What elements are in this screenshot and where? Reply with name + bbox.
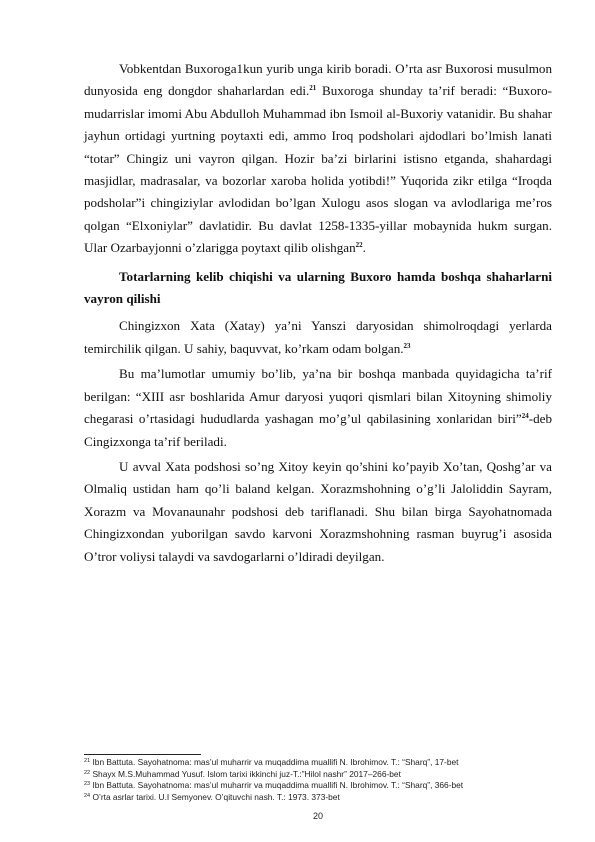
footnote-text: Ibn Battuta. Sayohatnoma: mas’ul muharrir va muqaddima muallifi N. Ibrohimov. T.: “Sharq”, 366-bet xyxy=(92,780,464,791)
footnote-text: O’rta asrlar tarixi. U.I Semyonev. O’qituvchi nash. T.: 1973. 373-bet xyxy=(92,791,340,802)
footnote-number: 23 xyxy=(84,781,91,788)
footnote-item xyxy=(84,769,552,781)
paragraph-text: Vobkentdan Buxoroga1kun yurib unga kirib boradi. O’rta asr Buxorosi musulmon dunyosida eng dongdor shaharlardan edi. xyxy=(84,61,552,99)
paragraph-text: Chingizxon Xata (Xatay) ya’ni Yanszi daryosidan shimolroqdagi yerlarda temirchilik qilgan. U sahiy, baquvvat, ko’rkam odam bolgan. xyxy=(84,318,552,356)
footnote-ref[interactable]: 23 xyxy=(403,341,411,350)
footnote-ref[interactable]: 24 xyxy=(521,412,529,421)
footnote-number: 22 xyxy=(84,769,91,776)
footnote-number: 21 xyxy=(84,758,91,764)
paragraph-xata xyxy=(84,456,552,568)
paragraph-mongol-tribe xyxy=(84,363,552,453)
footnote-item xyxy=(84,780,552,792)
main-text xyxy=(84,58,552,568)
page-number: 20 xyxy=(312,811,323,821)
paragraph-text: U avval Xata podshosi so’ng Xitoy keyin qo’shini ko’payib Xo’tan, Qoshg’ar va Olmaliq ustidan ham qo’li baland kelgan. Xorazmshohning o’g’li Jaloliddin Sayram, Xorazm va Movanaunahr podshosi deb tariflanadi. Shu bilan birga Sayohatnomada Chingizxondan yuborilgan savdo karvoni Xorazmshohning rasman buyrug’i asosida O’tror voliysi talaydi va savdogarlarni o’ldiradi deyilgan. xyxy=(84,458,552,564)
section-heading: Totarlarning kelib chiqishi va ularning Buxoro hamda boshqa shaharlarni vayron qilishi xyxy=(84,268,552,307)
footnotes xyxy=(84,757,552,803)
paragraph-chingizxon xyxy=(84,315,552,360)
paragraph-bukhara xyxy=(84,58,552,260)
footnote-item xyxy=(84,757,552,769)
paragraph-text: Buxoroga shunday ta’rif beradi: “Buxoro-mudarrislar imomi Abu Abdulloh Muhammad ibn Ismoil al-Buxoriy vatanidir. Bu shahar jayhun ortidagi yurtning poytaxti edi, ammo Iroq podsholari ajdodlari bo’lmish lanati “totar” Chingiz uni vayron qilgan. Hozir ba’zi birlarini istisno etganda, shahardagi masjidlar, madrasalar, va bozorlar xaroba holida yotibdi!” Yuqorida zikr etilga “Iroqda podsholar”i chingiziylar avlodidan bo’lgan Xulogu asos slogan va avlodlariga me’ros qolgan “Elxoniylar” davlatidir. Bu davlat 1258-1335-yillar mobaynida hukm surgan. Ular Ozarbayjonni o’zlarigga poytaxt qilib olishgan xyxy=(84,83,553,256)
footnote-ref[interactable]: 21 xyxy=(309,84,317,93)
paragraph-text: . xyxy=(362,240,366,256)
footnote-text: Shayx M.S.Muhammad Yusuf. Islom tarixi ikkinchi juz-T.:”Hilol nashr” 2017–266-bet xyxy=(92,768,401,779)
paragraph-text: -deb Cingizxonga ta’rif beriladi. xyxy=(84,411,552,449)
footnote-number: 24 xyxy=(84,792,91,799)
footnote-divider xyxy=(84,754,201,755)
footnote-item xyxy=(84,792,552,804)
paragraph-text: Bu ma’lumotlar umumiy bo’lib, ya’na bir boshqa manbada quyidagicha ta’rif berilgan: “XIII asr boshlarida Amur daryosi yuqori qismlari bilan Xitoyning shimoliy chegarasi o’rtasidagi hududlarda yashagan mo’g’ul qabilasining xonlaridan biri” xyxy=(84,366,552,427)
footnote-text: Ibn Battuta. Sayohatnoma: mas’ul muharrir va muqaddima muallifi N. Ibrohimov. T.: “Sharq”, 17-bet xyxy=(92,757,459,767)
footnote-ref[interactable]: 22 xyxy=(355,241,363,250)
